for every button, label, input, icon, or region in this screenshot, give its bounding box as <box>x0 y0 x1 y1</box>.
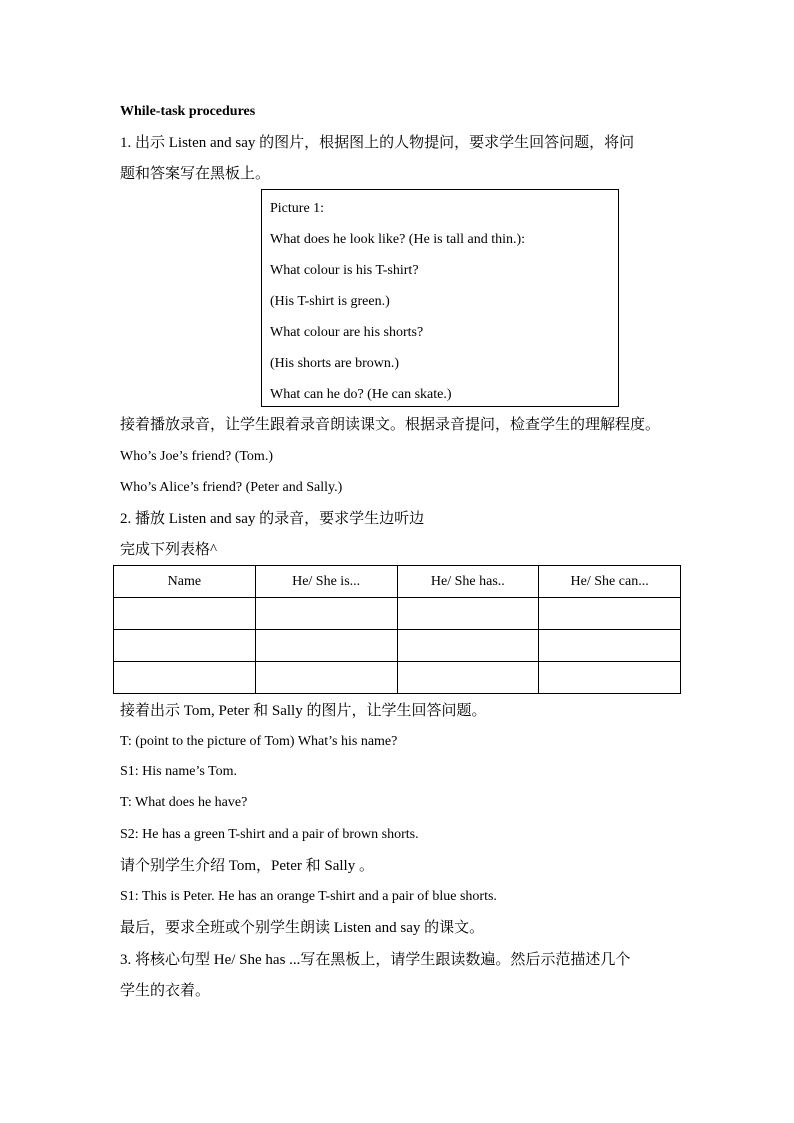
table-cell <box>539 662 681 694</box>
dialogue-line-1: T: (point to the picture of Tom) What’s his name? <box>120 734 398 749</box>
box-line-7: What can he do? (He can skate.) <box>270 387 452 402</box>
box-line-2: What does he look like? (He is tall and thin.): <box>270 232 526 247</box>
table-header-cell: He/ She is... <box>255 566 397 598</box>
table-cell <box>255 630 397 662</box>
table-cell <box>539 630 681 662</box>
step1-line1: 1. 出示 Listen and say 的图片，根据图上的人物提问，要求学生回答问题，将问 <box>120 135 635 151</box>
dialogue-line-4: S2: He has a green T-shirt and a pair of brown shorts. <box>120 827 419 842</box>
table-cell <box>397 630 539 662</box>
table-cell <box>255 662 397 694</box>
question-2: Who’s Alice’s friend? (Peter and Sally.) <box>120 480 343 495</box>
table-header-cell: He/ She can... <box>539 566 681 598</box>
table-header-cell: He/ She has.. <box>397 566 539 598</box>
reading-instruction: 最后，要求全班或个别学生朗读 Listen and say 的课文。 <box>120 920 485 936</box>
dialogue-line-3: T: What does he have? <box>120 795 248 810</box>
table-cell <box>114 662 256 694</box>
dialogue-line-6: S1: This is Peter. He has an orange T-shirt and a pair of blue shorts. <box>120 889 497 904</box>
box-line-1: Picture 1: <box>270 201 325 216</box>
step3-line1: 3. 将核心句型 He/ She has ...写在黑板上，请学生跟读数遍。然后示范描述几个 <box>120 952 631 968</box>
box-line-4: (His T-shirt is green.) <box>270 294 390 309</box>
step3-line2: 学生的衣着。 <box>120 983 211 999</box>
box-line-5: What colour are his shorts? <box>270 325 424 340</box>
picture-dialogue-box <box>261 189 619 407</box>
box-line-6: (His shorts are brown.) <box>270 356 400 371</box>
picture-intro: 接着出示 Tom, Peter 和 Sally 的图片，让学生回答问题。 <box>120 703 487 719</box>
table-cell <box>539 598 681 630</box>
listening-instruction: 接着播放录音，让学生跟着录音朗读课文。根据录音提问，检查学生的理解程度。 <box>120 417 661 433</box>
student-introduce: 请个别学生介绍 Tom，Peter 和 Sally 。 <box>120 858 374 874</box>
question-1: Who’s Joe’s friend? (Tom.) <box>120 449 273 464</box>
table-row <box>114 662 681 694</box>
table-header-cell: Name <box>114 566 256 598</box>
step1-line2: 题和答案写在黑板上。 <box>120 166 271 182</box>
table-cell <box>255 598 397 630</box>
table-cell <box>114 630 256 662</box>
worksheet-table <box>113 565 681 694</box>
dialogue-line-2: S1: His name’s Tom. <box>120 764 237 779</box>
table-header-row <box>114 566 681 598</box>
section-heading: While-task procedures <box>120 104 256 119</box>
step2-line2: 完成下列表格^ <box>120 542 218 558</box>
step2-line1: 2. 播放 Listen and say 的录音，要求学生边听边 <box>120 511 425 527</box>
box-line-3: What colour is his T-shirt? <box>270 263 419 278</box>
table-cell <box>397 662 539 694</box>
table-row <box>114 598 681 630</box>
table-cell <box>397 598 539 630</box>
table-cell <box>114 598 256 630</box>
table-row <box>114 630 681 662</box>
